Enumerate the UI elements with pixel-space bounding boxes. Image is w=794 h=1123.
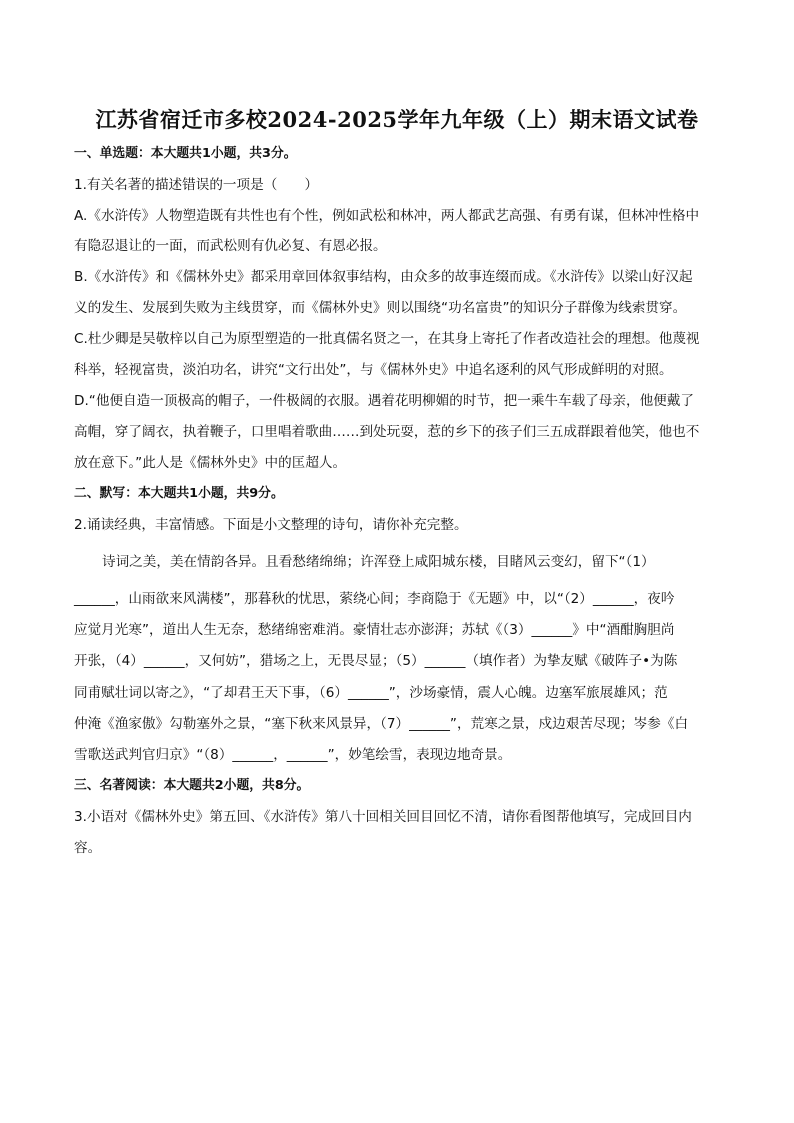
question-1-stem: 1.有关名著的描述错误的一项是（ ） xyxy=(74,177,319,193)
question-3-line-2: 容。 xyxy=(74,840,102,856)
question-2-para-line-7: 雪歌送武判官归京》“（8）______，______”，妙笔绘雪，表现边地奇景。 xyxy=(74,747,512,763)
option-a-line-1: A.《水浒传》人物塑造既有共性也有个性，例如武松和林冲，两人都武艺高强、有勇有谋，但林冲性格中 xyxy=(74,208,700,224)
section-heading-1: 一、单选题：本大题共1小题，共3分。 xyxy=(74,146,297,161)
question-2-para-line-5: 同甫赋壮词以寄之》，“了却君王天下事，（6）______”，沙场豪情，震人心魄。边塞军旅展雄风；范 xyxy=(74,685,668,701)
option-b-line-2: 义的发生、发展到失败为主线贯穿，而《儒林外史》则以围绕“功名富贵”的知识分子群像为线索贯穿。 xyxy=(74,300,687,316)
section-heading-3: 三、名著阅读：本大题共2小题，共8分。 xyxy=(74,778,310,793)
option-a-line-2: 有隐忍退让的一面，而武松则有仇必复、有恩必报。 xyxy=(74,238,387,254)
option-d-line-2: 高帽，穿了阔衣，执着鞭子，口里唱着歌曲……到处玩耍，惹的乡下的孩子们三五成群跟着他笑，他也不 xyxy=(74,424,700,440)
question-3-line-1: 3.小语对《儒林外史》第五回、《水浒传》第八十回相关回目回忆不清，请你看图帮他填写，完成回目内 xyxy=(74,809,692,825)
option-c-line-2: 科举，轻视富贵，淡泊功名，讲究“文行出处”，与《儒林外史》中追名逐利的风气形成鲜明的对照。 xyxy=(74,362,673,378)
exam-title: 江苏省宿迁市多校2024-2025学年九年级（上）期末语文试卷 xyxy=(95,107,699,132)
section-heading-2: 二、默写：本大题共1小题，共9分。 xyxy=(74,486,284,501)
option-d-line-1: D.“他便自造一顶极高的帽子，一件极阔的衣服。遇着花明柳媚的时节，把一乘牛车载了母亲，他便戴了 xyxy=(74,393,694,409)
option-d-line-3: 放在意下。”此人是《儒林外史》中的匡超人。 xyxy=(74,455,347,471)
question-2-para-line-4: 开张，（4）______，又何妨”，猎场之上，无畏尽显；（5）______（填作者）为挚友赋《破阵子•为陈 xyxy=(74,653,678,669)
option-c-line-1: C.杜少卿是吴敬梓以自己为原型塑造的一批真儒名贤之一，在其身上寄托了作者改造社会的理想。他蔑视 xyxy=(74,331,700,347)
question-2-para-line-3: 应觉月光寒”，道出人生无奈，愁绪绵密难消。豪情壮志亦澎湃；苏轼《（3）______》中“酒酣胸胆尚 xyxy=(74,622,675,638)
question-2-para-line-2: ______，山雨欲来风满楼”，那暮秋的忧思，萦绕心间；李商隐于《无题》中，以“（2）______，夜吟 xyxy=(74,591,675,607)
option-b-line-1: B.《水浒传》和《儒林外史》都采用章回体叙事结构，由众多的故事连缀而成。《水浒传》以梁山好汉起 xyxy=(74,269,693,285)
question-2-stem: 2.诵读经典，丰富情感。下面是小文整理的诗句，请你补充完整。 xyxy=(74,517,468,533)
question-2-para-line-6: 仲淹《渔家傲》勾勒塞外之景，“塞下秋来风景异，（7）______”，荒寒之景，戍边艰苦尽现；岑参《白 xyxy=(74,716,689,732)
question-2-para-line-1: 诗词之美，美在情韵各异。且看愁绪绵绵；许浑登上咸阳城东楼，目睹风云变幻，留下“（1） xyxy=(102,554,655,570)
